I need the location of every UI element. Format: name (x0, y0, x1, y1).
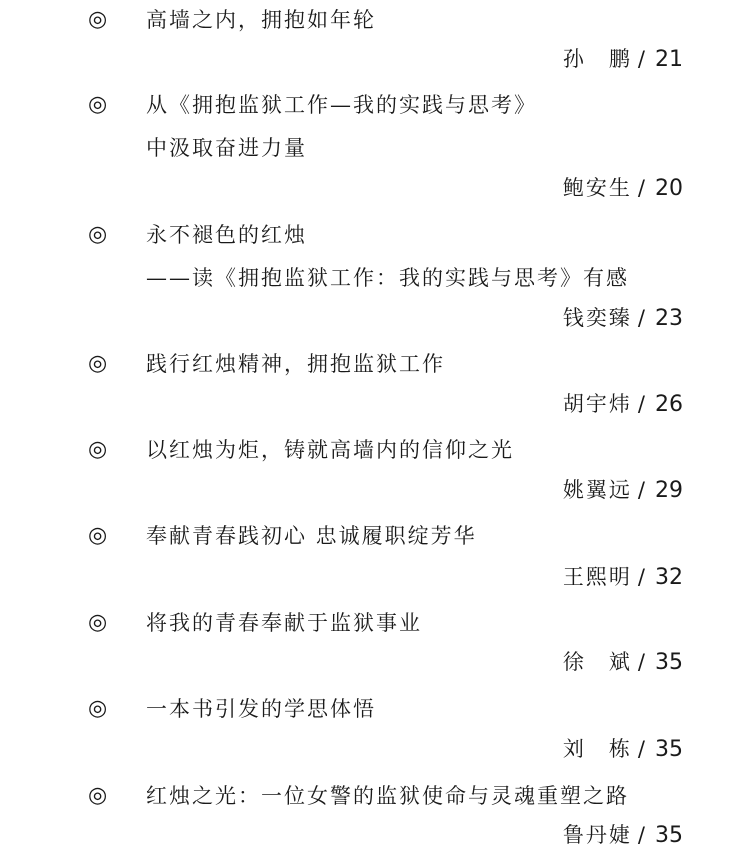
entry-title: 践行红烛精神，拥抱监狱工作 (146, 352, 445, 376)
author-row (563, 45, 683, 74)
bullet-icon: ◎ (88, 783, 108, 808)
author-row (563, 304, 683, 333)
bullet-icon: ◎ (88, 523, 108, 548)
entry-title: 红烛之光：一位女警的监狱使命与灵魂重塑之路 (146, 784, 629, 808)
author-row (563, 563, 683, 592)
entry-title: 奉献青春践初心 忠诚履职绽芳华 (146, 524, 477, 548)
separator: / (637, 650, 645, 674)
page-number: 35 (655, 737, 683, 762)
bullet-icon: ◎ (88, 696, 108, 721)
entry-title: 高墙之内，拥抱如年轮 (146, 8, 376, 32)
separator: / (637, 392, 645, 416)
separator: / (637, 737, 645, 761)
author-name: 徐 斌 (562, 650, 632, 674)
page-number: 20 (655, 176, 683, 201)
entry-title: 从《拥抱监狱工作—我的实践与思考》 (146, 93, 537, 117)
entry-title: 永不褪色的红烛 (146, 223, 307, 247)
bullet-icon: ◎ (88, 351, 108, 376)
author-row (563, 648, 683, 677)
bullet-icon: ◎ (88, 92, 108, 117)
author-name: 孙 鹏 (562, 47, 632, 71)
author-name: 刘 栋 (562, 737, 632, 761)
page-number: 26 (655, 392, 683, 417)
author-row (563, 174, 683, 203)
bullet-icon: ◎ (88, 610, 108, 635)
entry-title: 一本书引发的学思体悟 (146, 697, 376, 721)
entry-title: 以红烛为炬，铸就高墙内的信仰之光 (146, 438, 514, 462)
bullet-icon: ◎ (88, 7, 108, 32)
separator: / (637, 565, 645, 589)
page-number: 29 (655, 478, 683, 503)
author-row (563, 390, 683, 419)
author-name: 鲁丹婕 (562, 823, 632, 847)
entry-title: 将我的青春奉献于监狱事业 (146, 611, 422, 635)
separator: / (637, 306, 645, 330)
separator: / (637, 176, 645, 200)
author-name: 鲍安生 (562, 176, 632, 200)
author-name: 姚翼远 (562, 478, 632, 502)
entry-subtitle: ——读《拥抱监狱工作：我的实践与思考》有感 (146, 266, 629, 290)
author-row (563, 735, 683, 764)
page-number: 23 (655, 306, 683, 331)
page-number: 35 (655, 823, 683, 848)
author-name: 钱奕臻 (562, 306, 632, 330)
page-number: 35 (655, 650, 683, 675)
page-number: 21 (655, 47, 683, 72)
bullet-icon: ◎ (88, 437, 108, 462)
separator: / (637, 823, 645, 847)
separator: / (637, 47, 645, 71)
author-name: 王熙明 (562, 565, 632, 589)
author-row (563, 821, 683, 850)
author-name: 胡宇炜 (562, 392, 632, 416)
entry-title-continuation: 中汲取奋进力量 (146, 136, 307, 160)
bullet-icon: ◎ (88, 222, 108, 247)
page-number: 32 (655, 565, 683, 590)
author-row (563, 476, 683, 505)
separator: / (637, 478, 645, 502)
